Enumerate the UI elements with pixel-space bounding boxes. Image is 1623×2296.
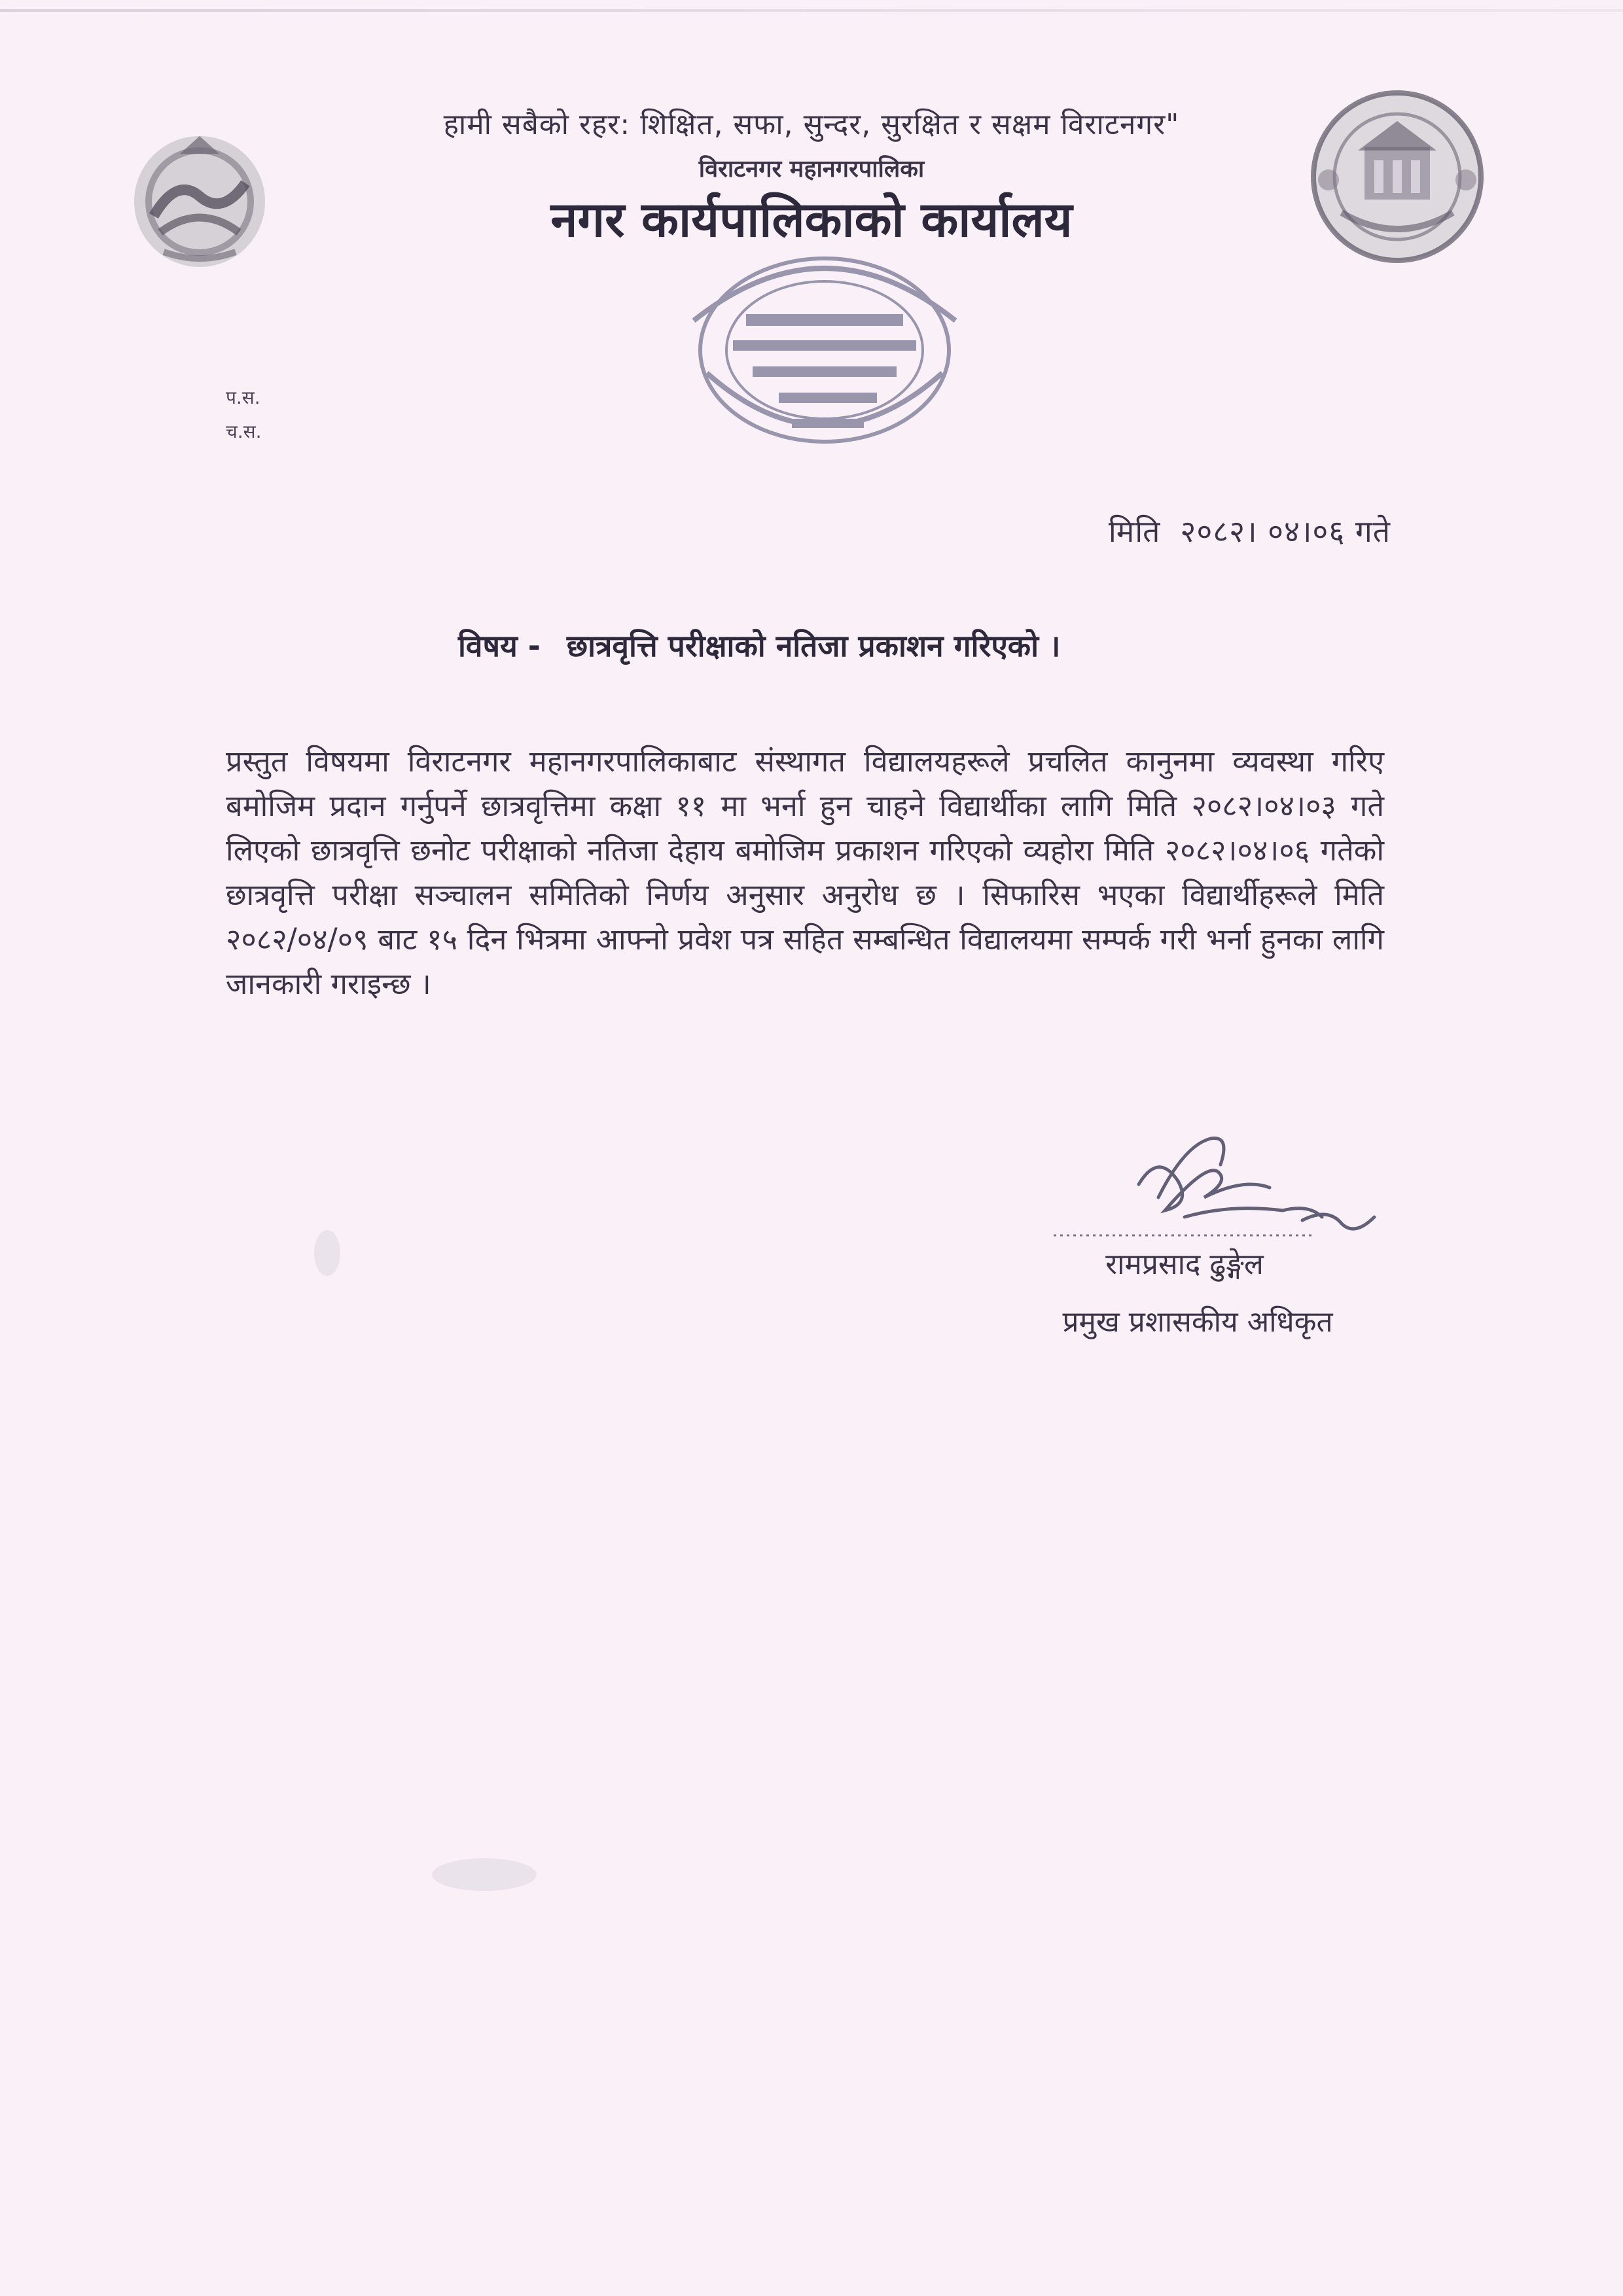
- subject-text: छात्रवृत्ति परीक्षाको नतिजा प्रकाशन गरिएको ।: [566, 628, 1061, 663]
- nepal-emblem-icon: [124, 124, 275, 275]
- signatory-name: रामप्रसाद ढुङ्गेल: [1105, 1248, 1264, 1281]
- date-value: २०८२। ०४।०६ गते: [1180, 514, 1391, 549]
- date-line: [1109, 510, 1391, 551]
- body-paragraph: प्रस्तुत विषयमा विराटनगर महानगरपालिकाबाट संस्थागत विद्यालयहरूले प्रचलित कानुनमा व्यवस्था गरिए बमोजिम प्रदान गर्नुपर्ने छात्रवृत्तिमा कक्षा ११ मा भर्ना हुन चाहने विद्यार्थीका लागि मिति २०८२।०४।०३ गते लिएको छात्रवृत्ति छनोट परीक्षाको नतिजा देहाय बमोजिम प्रकाशन गरिएको व्यहोरा मिति २०८२।०४।०६ गतेको छात्रवृत्ति परीक्षा सञ्चालन समितिको निर्णय अनुसार अनुरोध छ । सिफारिस भएका विद्यार्थीहरूले मिति २०८२/०४/०९ बाट १५ दिन भित्रमा आफ्नो प्रवेश पत्र सहित सम्बन्धित विद्यालयमा सम्पर्क गरी भर्ना हुनका लागि जानकारी गराइन्छ ।: [226, 744, 1384, 1001]
- chalani-sankhya-label: च.स.: [226, 421, 262, 442]
- office-title: नगर कार्यपालिकाको कार्यालय: [550, 192, 1073, 248]
- subject-line: [458, 625, 1374, 665]
- scan-smudge: [314, 1230, 340, 1276]
- handwritten-signature: [1034, 1125, 1400, 1256]
- office-stamp-icon: [668, 242, 982, 458]
- municipality-name: विराटनगर महानगरपालिका: [698, 156, 925, 183]
- scan-smudge: [432, 1858, 537, 1891]
- date-label: मिति: [1108, 514, 1161, 549]
- scan-edge-line: [0, 9, 1623, 12]
- patra-sankhya-label: प.स.: [226, 387, 260, 408]
- signatory-title: प्रमुख प्रशासकीय अधिकृत: [1062, 1305, 1333, 1339]
- subject-label: विषय -: [458, 628, 541, 663]
- motto-text: हामी सबैको रहर: शिक्षित, सफा, सुन्दर, सुरक्षित र सक्षम विराटनगर": [443, 108, 1180, 141]
